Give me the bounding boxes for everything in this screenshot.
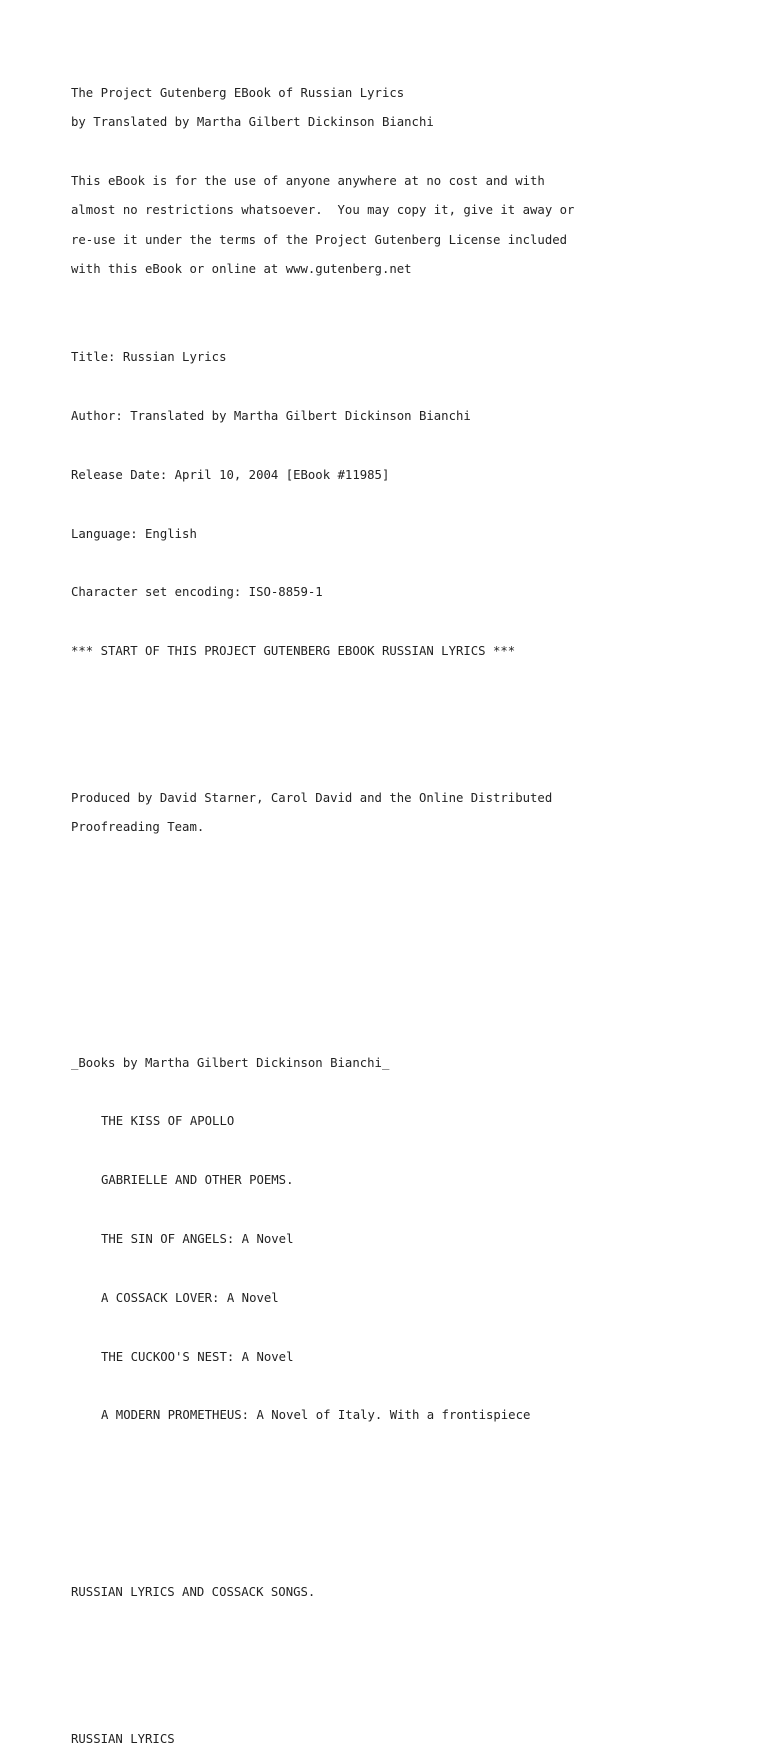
ebook-text bbox=[71, 71, 574, 1761]
license-line: almost no restrictions whatsoever. You may copy it, give it away or bbox=[71, 203, 575, 218]
book-list-item: THE CUCKOO'S NEST: A Novel bbox=[101, 1349, 294, 1364]
license-line: with this eBook or online at www.gutenberg.net bbox=[71, 262, 412, 277]
book-list-item: THE SIN OF ANGELS: A Novel bbox=[101, 1231, 294, 1246]
release-date-field: Release Date: April 10, 2004 [EBook #11985] bbox=[71, 467, 390, 482]
language-field: Language: English bbox=[71, 526, 197, 541]
produced-by-line: Proofreading Team. bbox=[71, 820, 205, 835]
part-title: RUSSIAN LYRICS bbox=[71, 1731, 175, 1746]
book-list-item: GABRIELLE AND OTHER POEMS. bbox=[101, 1173, 294, 1188]
books-heading: _Books by Martha Gilbert Dickinson Bianchi_ bbox=[71, 1055, 390, 1070]
book-list-item: A MODERN PROMETHEUS: A Novel of Italy. With a frontispiece bbox=[101, 1408, 531, 1423]
produced-by-line: Produced by David Starner, Carol David and the Online Distributed bbox=[71, 791, 553, 806]
license-line: re-use it under the terms of the Project Gutenberg License included bbox=[71, 232, 568, 247]
book-list-item: THE KISS OF APOLLO bbox=[101, 1114, 235, 1129]
collection-title: RUSSIAN LYRICS AND COSSACK SONGS. bbox=[71, 1584, 316, 1599]
author-field: Author: Translated by Martha Gilbert Dickinson Bianchi bbox=[71, 409, 471, 423]
license-line: This eBook is for the use of anyone anywhere at no cost and with bbox=[71, 173, 545, 188]
encoding-field: Character set encoding: ISO-8859-1 bbox=[71, 585, 323, 600]
title-field: Title: Russian Lyrics bbox=[71, 350, 227, 365]
header-line-2: by Translated by Martha Gilbert Dickinson Bianchi bbox=[71, 115, 434, 130]
header-line-1: The Project Gutenberg EBook of Russian Lyrics bbox=[71, 85, 405, 100]
start-marker: *** START OF THIS PROJECT GUTENBERG EBOOK RUSSIAN LYRICS *** bbox=[71, 644, 516, 659]
book-list-item: A COSSACK LOVER: A Novel bbox=[101, 1290, 279, 1305]
